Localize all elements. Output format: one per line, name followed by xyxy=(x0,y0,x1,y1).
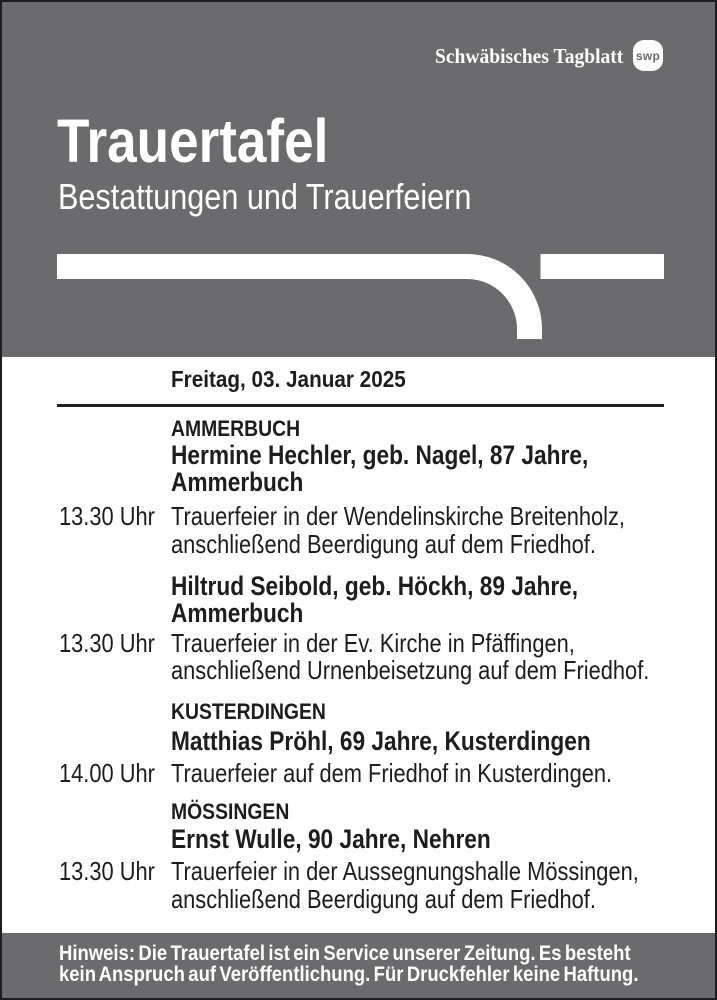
masthead xyxy=(2,2,715,357)
page-title: Trauertafel xyxy=(57,107,329,175)
footer-notice xyxy=(2,933,715,998)
deceased-name-line: Ernst Wulle, 90 Jahre, Nehren xyxy=(171,824,491,854)
service-description-line: anschließend Beerdigung auf dem Friedhof. xyxy=(171,529,596,559)
service-description-line: Trauerfeier in der Aussegnungshalle Mössingen, xyxy=(171,856,639,886)
town-heading-kusterdingen: KUSTERDINGEN xyxy=(171,699,326,724)
service-time: 13.30 Uhr xyxy=(59,501,155,531)
service-time: 13.30 Uhr xyxy=(59,628,155,658)
service-time: 13.30 Uhr xyxy=(59,856,155,886)
town-heading-ammerbuch: AMMERBUCH xyxy=(171,416,301,441)
road-curve-graphic xyxy=(2,2,715,357)
town-heading-moessingen: MÖSSINGEN xyxy=(171,799,290,824)
service-time: 14.00 Uhr xyxy=(59,758,155,788)
page-subtitle: Bestattungen und Trauerfeiern xyxy=(58,176,472,217)
service-description-line: anschließend Beerdigung auf dem Friedhof. xyxy=(171,884,596,914)
deceased-name-line: Ammerbuch xyxy=(171,467,304,497)
deceased-name-line: Hiltrud Seibold, geb. Höckh, 89 Jahre, xyxy=(171,571,579,601)
footer-label: Hinweis: xyxy=(59,942,135,965)
service-description-line: anschließend Urnenbeisetzung auf dem Friedhof. xyxy=(171,655,650,685)
footer-line-2: kein Anspruch auf Veröffentlichung. Für Druckfehler keine Haftung. xyxy=(59,963,639,986)
swp-logo-text: swp xyxy=(635,48,661,63)
deceased-name-line: Ammerbuch xyxy=(171,598,304,628)
date-heading: Freitag, 03. Januar 2025 xyxy=(171,366,406,392)
deceased-name-line: Matthias Pröhl, 69 Jahre, Kusterdingen xyxy=(171,726,591,756)
service-description-line: Trauerfeier in der Ev. Kirche in Pfäffingen, xyxy=(171,628,575,658)
service-description-line: Trauerfeier auf dem Friedhof in Kusterdingen. xyxy=(171,758,613,788)
service-description-line: Trauerfeier in der Wendelinskirche Breitenholz, xyxy=(171,501,626,531)
deceased-name-line: Hermine Hechler, geb. Nagel, 87 Jahre, xyxy=(171,440,589,470)
footer-line-1: Hinweis: Die Trauertafel ist ein Service unserer Zeitung. Es besteht xyxy=(59,942,631,965)
newspaper-brand: Schwäbisches Tagblatt xyxy=(435,44,624,68)
divider-rule xyxy=(57,404,664,407)
